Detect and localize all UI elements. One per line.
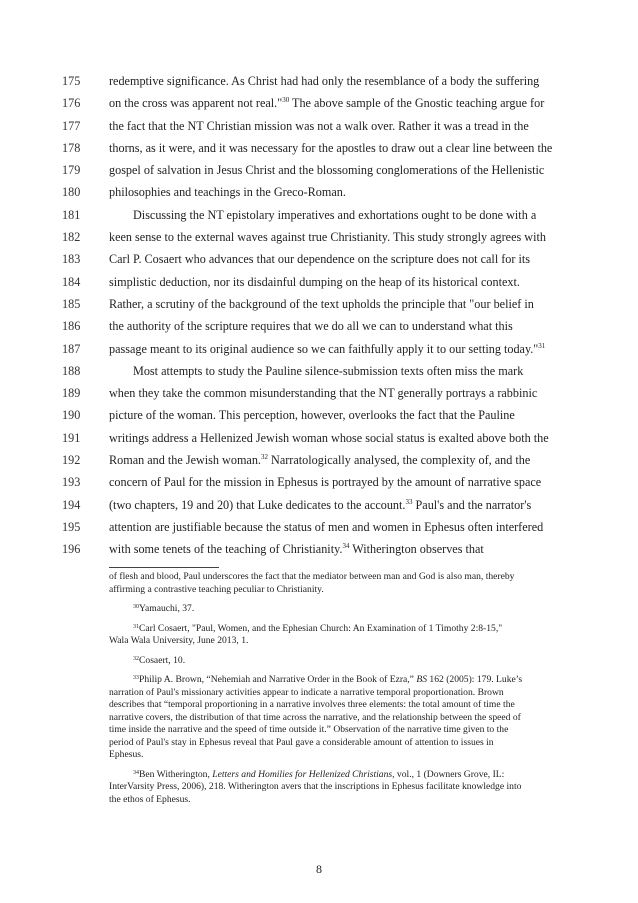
text-line: the fact that the NT Christian mission was not a walk over. Rather it was a tread in the — [109, 118, 529, 133]
line-number-column — [62, 70, 102, 561]
line-number: 187 — [62, 341, 81, 356]
text-line: Discussing the NT epistolary imperatives and exhortations ought to be done with a — [133, 207, 537, 222]
footnote-line: affirming a contrastive teaching peculiar to Christianity. — [109, 583, 324, 595]
text-line: when they take the common misunderstanding that the NT generally portrays a rabbinic — [109, 386, 538, 401]
text-line: keen sense to the external waves against true Christianity. This study strongly agrees with — [109, 230, 546, 245]
text-line — [109, 338, 574, 360]
text-line: Carl P. Cosaert who advances that our dependence on the scripture does not call for its — [109, 252, 531, 267]
text-span: Narratologically analysed, the complexity of, and the — [267, 453, 531, 468]
line-number: 189 — [62, 386, 81, 401]
footnote-line: of flesh and blood, Paul underscores the fact that the mediator between man and God is also man, thereby — [109, 571, 515, 582]
page-number: 8 — [316, 862, 322, 876]
text-span: with some tenets of the teaching of Christianity. — [109, 542, 343, 557]
footnote-text: Philip A. Brown, “Nehemiah and Narrative Order in the Book of Ezra,” — [139, 674, 417, 685]
line-number: 186 — [62, 319, 81, 334]
footnote-33 — [109, 674, 571, 762]
footnote-30 — [109, 603, 571, 616]
line-number: 193 — [62, 475, 81, 490]
footnote-text: 162 (2005): 179. Luke’s — [427, 674, 523, 685]
footnote-line — [109, 655, 571, 668]
footnote-line — [109, 623, 571, 636]
footnote-number: 30 — [133, 604, 139, 610]
line-number: 185 — [62, 296, 81, 311]
text-line — [109, 494, 574, 516]
line-number: 196 — [62, 542, 81, 557]
footnote-line: time inside the narrative and the speed of time outside it.” Observation of the narrative time given to the — [109, 724, 509, 735]
footnote-ref[interactable]: 34 — [342, 542, 350, 551]
footnote-continuation — [109, 571, 571, 596]
line-number: 184 — [62, 274, 81, 289]
line-number: 181 — [62, 207, 81, 222]
text-line: simplistic deduction, nor its disdainful dumping on the heap of its historical context. — [109, 274, 520, 289]
footnote-31 — [109, 623, 571, 648]
text-span: Paul's and the narrator's — [412, 497, 532, 512]
text-line — [109, 538, 574, 560]
footnote-ref[interactable]: 33 — [405, 497, 413, 506]
footnote-separator — [109, 567, 219, 568]
footnote-line: narrative covers, the distribution of that time across the narrative, and the relationship between the speed of — [109, 711, 521, 723]
line-number: 194 — [62, 497, 81, 512]
text-line — [109, 449, 574, 471]
footnote-line — [109, 769, 571, 782]
footnote-line: InterVarsity Press, 2006), 218. Witherington avers that the inscriptions in Ephesus facilitate knowledge into — [109, 781, 522, 792]
line-number: 180 — [62, 185, 81, 200]
line-number: 178 — [62, 140, 81, 155]
text-line: philosophies and teachings in the Greco-Roman. — [109, 185, 346, 200]
text-line: redemptive significance. As Christ had had only the resemblance of a body the suffering — [109, 74, 540, 88]
line-number: 195 — [62, 519, 81, 534]
text-line: gospel of salvation in Jesus Christ and the blossoming conglomerations of the Hellenistic — [109, 163, 545, 178]
text-line: Rather, a scrutiny of the background of the text upholds the principle that "our belief in — [109, 296, 534, 311]
text-line: writings address a Hellenized Jewish woman whose social status is exalted above both the — [109, 430, 549, 445]
text-span: on the cross was apparent not real." — [109, 96, 283, 111]
footnote-ref[interactable]: 32 — [260, 453, 268, 462]
text-line: Most attempts to study the Pauline silence-submission texts often miss the mark — [133, 363, 524, 378]
footnote-line — [109, 603, 571, 616]
footnote-number: 34 — [133, 769, 139, 776]
text-line: the authority of the scripture requires that we do all we can to understand what this — [109, 319, 513, 334]
footnote-number: 33 — [133, 675, 139, 681]
footnote-number: 31 — [133, 623, 139, 630]
line-number: 176 — [62, 96, 81, 111]
footnote-text: vol., 1 (Downers Grove, IL: — [394, 768, 505, 780]
footnote-text: Carl Cosaert, "Paul, Women, and the Ephesian Church: An Examination of 1 Timothy 2:8-15," — [139, 622, 503, 634]
text-line — [109, 92, 574, 114]
footnote-line: the ethos of Ephesus. — [109, 793, 191, 805]
line-number: 177 — [62, 118, 81, 133]
footnote-text: Ben Witherington, — [139, 768, 213, 780]
text-line: concern of Paul for the mission in Ephesus is portrayed by the amount of narrative space — [109, 475, 542, 490]
text-span: The above sample of the Gnostic teaching argue for — [289, 96, 545, 111]
line-number: 190 — [62, 408, 81, 423]
text-span: passage meant to its original audience so we can faithfully apply it to our setting today." — [109, 341, 539, 356]
line-number: 179 — [62, 163, 81, 178]
footnote-ref[interactable]: 31 — [538, 341, 546, 350]
footnote-text: Cosaert, 10. — [139, 654, 186, 666]
body-text — [109, 70, 574, 561]
footnote-line: describes that “temporal proportioning in a narrative involves three elements: the total amount of time the — [109, 699, 515, 710]
footnote-text: Yamauchi, 37. — [139, 603, 195, 614]
text-line: picture of the woman. This perception, however, overlooks the fact that the Pauline — [109, 408, 515, 423]
text-line: thorns, as it were, and it was necessary for the apostles to draw out a clear line between the — [109, 140, 553, 155]
footnote-number: 32 — [133, 655, 139, 662]
footnote-line: Ephesus. — [109, 749, 144, 760]
text-line: attention are justifiable because the status of men and women in Ephesus often interfered — [109, 519, 544, 534]
footnote-ref[interactable]: 30 — [282, 96, 290, 105]
text-span: Roman and the Jewish woman. — [109, 453, 261, 468]
line-number: 175 — [62, 74, 81, 88]
journal-title: BS — [416, 674, 428, 685]
book-title: Letters and Homilies for Hellenized Christians, — [212, 768, 395, 780]
line-number: 183 — [62, 252, 81, 267]
text-span: (two chapters, 19 and 20) that Luke dedicates to the account. — [109, 497, 406, 512]
footnote-34 — [109, 769, 571, 807]
footnote-line: period of Paul's stay in Ephesus reveal that Paul gave a considerable amount of attention to issues in — [109, 736, 494, 748]
footnotes — [109, 571, 571, 813]
footnote-line: Wala Wala University, June 2013, 1. — [109, 635, 249, 646]
line-number: 191 — [62, 430, 81, 445]
line-number: 182 — [62, 230, 81, 245]
footnote-line: narration of Paul's missionary activities appear to indicate a narrative temporal proportionation. Brown — [109, 686, 504, 698]
line-number: 188 — [62, 363, 81, 378]
footnote-line — [109, 674, 571, 687]
line-number: 192 — [62, 453, 81, 468]
footnote-32 — [109, 655, 571, 668]
text-span: Witherington observes that — [349, 542, 484, 557]
